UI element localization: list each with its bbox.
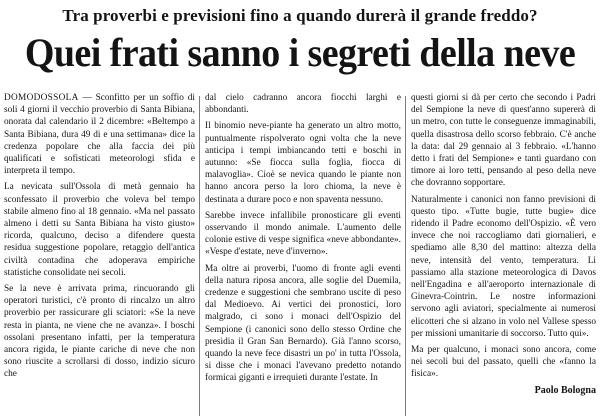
paragraph: DOMODOSSOLA — Sconfitto per un soffio di soli 4 giorni il vecchio proverbio di Santa Bibiana, onorata dal calendario il 2 dicembre: «Beltempo a Santa Bibiana, dura 49 di e una settimana» dice la credenza popolare che alla faccia dei più qualificati e sofisticati meteorologi sfida e interpreta il tempo. <box>4 93 195 177</box>
paragraph: Il binomio neve-piante ha generato un altro motto, puntualmente rispolverato ogni volta che la neve anticipa i tempi imbiancando tetti e boschi in autunno: «Se fiocca sulla foglia, fiocca di malavoglia». Cioè se nevica quando le piante non hanno ancora perso la loro chioma, la neve è destinata a durare poco e non spaventa nessuno. <box>205 121 401 205</box>
dateline: DOMODOSSOLA <box>4 93 79 103</box>
paragraph: Se la neve è arrivata prima, rincuorando gli operatori turistici, c'è pronto di rincalzo un altro proverbio per rassicurare gli sciatori: «Se la neve resta in pianta, ne viene che ne avanza». I boschi ossolani presentano infatti, per la temperatura ancora rigida, le piante cariche di neve che non sono riuscite a scrollarsi di dosso, indizio sicuro che <box>4 284 195 380</box>
paragraph: Naturalmente i canonici non fanno previsioni di questo tipo. «Tutte bugie, tutte bugie» dice ridendo il Padre economo dell'Ospizio. «È vero invece che noi raccogliamo dati giornalieri, e spediamo alle 8,30 del mattino: altezza della neve, intensità del vento, temperatura. Li passiamo alla stazione meteorologica di Davos nell'Engadina e all'aeroporto internazionale di Ginevra-Cointrin. Le nostre informazioni servono agli aviatori, specialmente ai numerosi elicotteri che si alzano in volo nel Vallese spesso per missioni umanitarie di soccorso. Tutto qui». <box>411 194 596 339</box>
paragraph: Ma oltre ai proverbi, l'uomo di fronte agli eventi della natura riposa ancora, alle soglie del Duemila, credenze e suggestioni che sembrano uscite di peso dal Medioevo. Ai vertici dei pronostici, loro malgrado, ci sono i monaci dell'Ospizio del Sempione (i canonici sono dello stesso Ordine che presidia il Gran San Bernardo). Già l'anno scorso, quando la neve fece disastri un po' in tutta l'Ossola, si disse che i monaci l'avevano predetto notando formicai giganti e irrequieti durante l'estate. In <box>205 263 401 384</box>
kicker: Tra proverbi e previsioni fino a quando durerà il grande freddo? <box>62 6 538 25</box>
paragraph: questi giorni si dà per certo che secondo i Padri del Sempione la neve di quest'anno supererà di un metro, con tutte le conseguenze immaginabili, quella disastrosa dello scorso febbraio. C'è anche la data: dal 29 gennaio al 3 febbraio. «L'hanno detto i frati del Sempione» e tanti guardano con timore ai loro tetti, pensando al peso della neve che dovranno sopportare. <box>411 93 596 189</box>
column-3 <box>411 92 596 418</box>
byline: Paolo Bologna <box>534 384 596 396</box>
paragraph: dal cielo cadranno ancora fiocchi larghi e abbondanti. <box>205 93 401 116</box>
paragraph: La nevicata sull'Ossola di metà gennaio ha sconfessato il proverbio che voleva bel tempo stabile almeno fino al 18 gennaio. «Ma nel passato almeno i detti su Santa Bibiana ha visto giusto» ricorda, qualcuno, deciso a difendere questa residua suggestione popolare, retaggio dell'antica civiltà contadina che adoperava empiriche statistiche consolidate nei secoli. <box>4 182 195 278</box>
column-2 <box>205 92 401 418</box>
article-body <box>0 92 600 418</box>
paragraph: Ma per qualcuno, i monaci sono ancora, come nei secoli bui del passato, quelli che «fanno la fisica». <box>411 345 596 380</box>
headline: Quei frati sanno i segreti della neve <box>24 30 576 75</box>
paragraph: Sarebbe invece infallibile pronosticare gli eventi osservando il mondo animale. L'aumento delle colonie estive di vespe significa «neve abbondante». «Vespe d'estate, neve d'inverno». <box>205 210 401 258</box>
column-1 <box>4 92 195 418</box>
